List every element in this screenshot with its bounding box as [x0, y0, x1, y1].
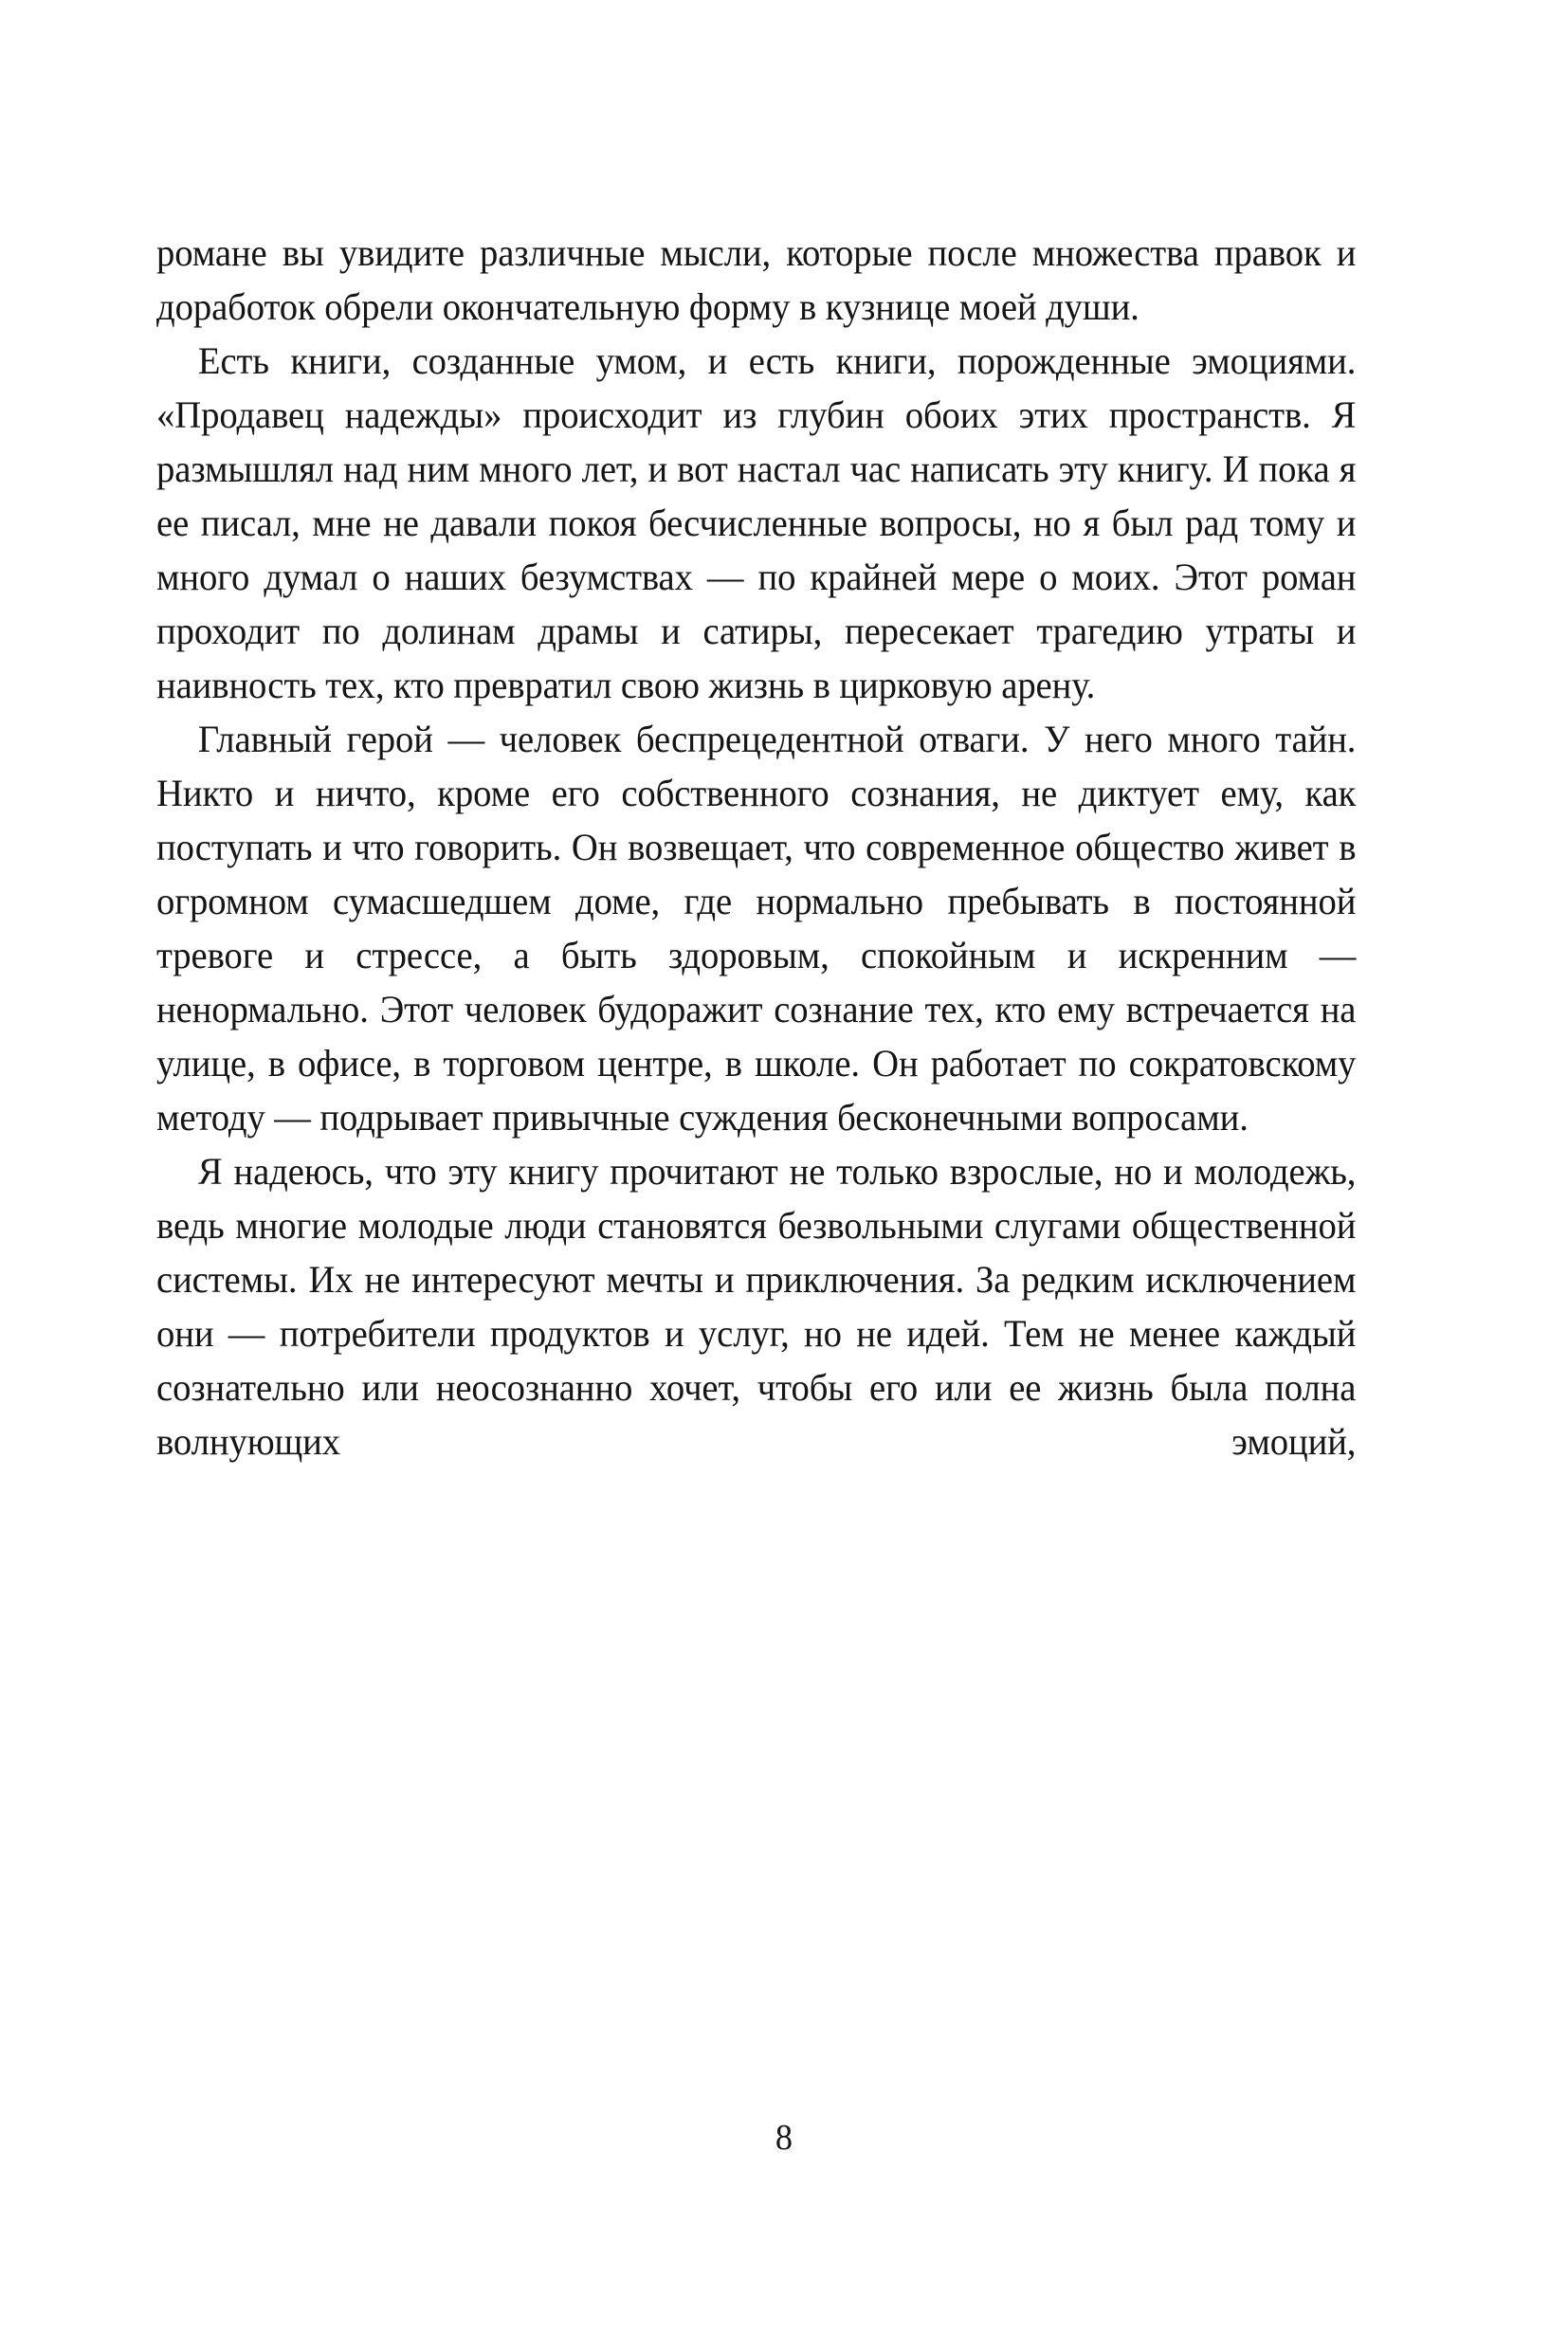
paragraph-continuation: романе вы увидите различные мысли, которые после множества правок и доработок обрели окончательную форму в кузнице моей души. — [156, 231, 1357, 328]
page-number: 8 — [775, 2118, 793, 2158]
paragraph-2: Есть книги, созданные умом, и есть книги, порожденные эмоциями. «Продавец надежды» происходит из глубин обоих этих пространств. Я размышлял над ним много лет, и вот настал час написать эту книгу. И пока я ее писал, мне не давали покоя бесчисленные вопросы, но я был рад тому и много думал о наших безумствах — по крайней мере о моих. Этот роман проходит по долинам драмы и сатиры, пересекает трагедию утраты и наивность тех, кто превратил свою жизнь в цирковую арену. — [156, 339, 1357, 706]
body-text-column — [156, 226, 1356, 1522]
paragraph-3: Главный герой — человек беспрецедентной отваги. У него много тайн. Никто и ничто, кроме его собственного сознания, не диктует ему, как поступать и что говорить. Он возвещает, что современное общество живет в огромном сумасшедшем доме, где нормально пребывать в постоянной тревоге и стрессе, а быть здоровым, спокойным и искренним — ненормально. Этот человек будоражит сознание тех, кто ему встречается на улице, в офисе, в торговом центре, в школе. Он работает по сократовскому методу — подрывает привычные суждения бесконечными вопросами. — [156, 718, 1357, 1139]
paragraph-4: Я надеюсь, что эту книгу прочитают не только взрослые, но и молодежь, ведь многие молодые люди становятся безвольными слугами общественной системы. Их не интересуют мечты и приключения. За редким исключением они — потребители продуктов и услуг, но не идей. Тем не менее каждый сознательно или неосознанно хочет, чтобы его или ее жизнь была полна волнующих эмоций, — [156, 1150, 1357, 1463]
